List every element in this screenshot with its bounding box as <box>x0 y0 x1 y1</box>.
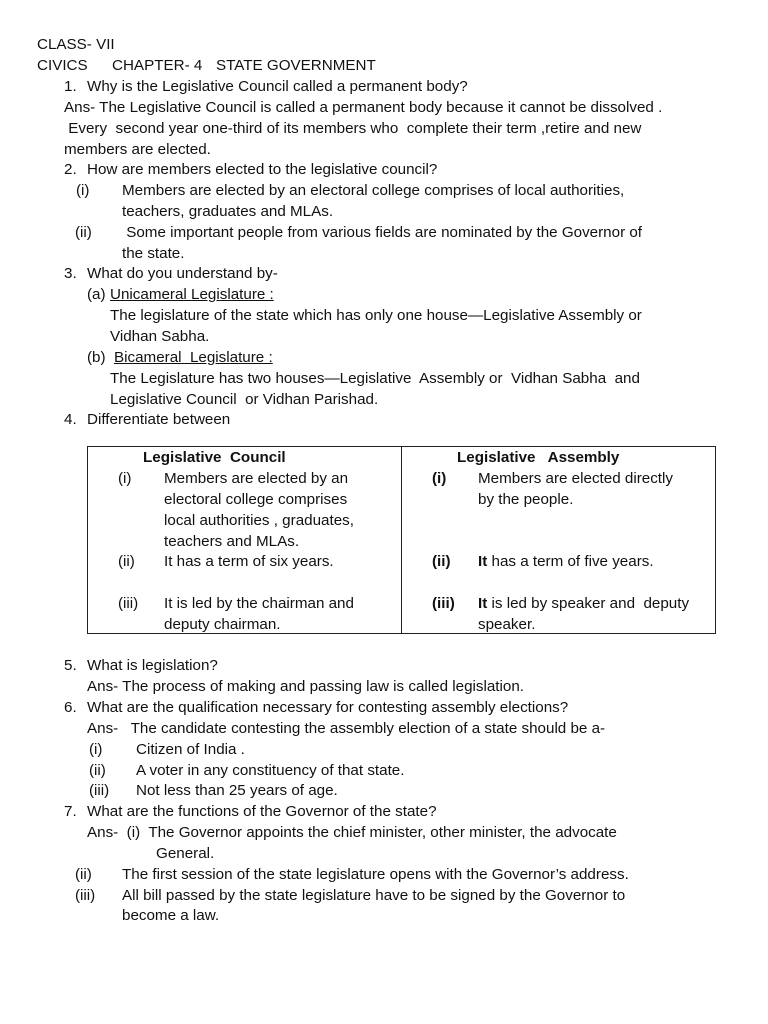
table-row-marker: (ii) <box>118 553 135 570</box>
q6-point-marker: (ii) <box>89 762 106 779</box>
q3a-definition: Vidhan Sabha. <box>110 328 210 345</box>
table-row-text: teachers and MLAs. <box>164 533 300 550</box>
legislative-assembly-column <box>402 447 716 634</box>
q2-point-marker: (i) <box>76 182 90 199</box>
q3a-term: Unicameral Legislature : <box>110 286 274 303</box>
q5-answer: Ans- The process of making and passing law is called legislation. <box>87 678 525 695</box>
q6-point-text: Not less than 25 years of age. <box>136 782 338 799</box>
q6-question: What are the qualification necessary for contesting assembly elections? <box>87 699 569 716</box>
q3-number: 3. <box>64 265 77 282</box>
q3b-term: Bicameral Legislature : <box>114 349 273 366</box>
q6-point-text: Citizen of India . <box>136 741 245 758</box>
q1-answer-line: Every second year one-third of its members who complete their term ,retire and new <box>64 120 642 137</box>
table-header-assembly: Legislative Assembly <box>457 449 620 466</box>
table-row-text: electoral college comprises <box>164 491 348 508</box>
q3-question: What do you understand by- <box>87 265 278 282</box>
table-row-marker: (i) <box>432 470 447 487</box>
q6-point-marker: (iii) <box>89 782 110 799</box>
table-row-text: speaker. <box>478 616 536 633</box>
q5-number: 5. <box>64 657 77 674</box>
q1-question: Why is the Legislative Council called a permanent body? <box>87 78 468 95</box>
table-row-text: by the people. <box>478 491 574 508</box>
q7-answer-continued: General. <box>156 845 215 862</box>
q6-point-text: A voter in any constituency of that state. <box>136 762 405 779</box>
q6-number: 6. <box>64 699 77 716</box>
q1-number: 1. <box>64 78 77 95</box>
q2-point-text: Some important people from various fields are nominated by the Governor of <box>122 224 643 241</box>
q5-question: What is legislation? <box>87 657 218 674</box>
q2-point-marker: (ii) <box>75 224 92 241</box>
table-row-marker: (ii) <box>432 553 451 570</box>
table-row-text: It has a term of six years. <box>164 553 334 570</box>
table-row-rest: has a term of five years. <box>487 553 654 570</box>
table-row-text: deputy chairman. <box>164 616 281 633</box>
q7-number: 7. <box>64 803 77 820</box>
table-row-text <box>478 552 654 572</box>
q1-answer-line: Ans- The Legislative Council is called a permanent body because it cannot be dissolved . <box>64 99 663 116</box>
q3b-marker: (b) <box>87 349 106 366</box>
q2-point-text: the state. <box>122 245 185 262</box>
comparison-table <box>87 446 716 634</box>
q3a-marker: (a) <box>87 286 106 303</box>
q7-point-text: The first session of the state legislature opens with the Governor’s address. <box>122 866 629 883</box>
q7-point-marker: (iii) <box>75 887 96 904</box>
subject-label: CIVICS <box>37 57 88 74</box>
table-row-text: Members are elected by an <box>164 470 349 487</box>
q2-question: How are members elected to the legislative council? <box>87 161 438 178</box>
table-row-text: local authorities , graduates, <box>164 512 354 529</box>
q7-point-text: All bill passed by the state legislature have to be signed by the Governor to <box>122 887 626 904</box>
q1-answer-line: members are elected. <box>64 141 211 158</box>
q3a-definition: The legislature of the state which has only one house—Legislative Assembly or <box>110 307 642 324</box>
table-row-lead: It <box>478 595 488 612</box>
q6-answer: Ans- The candidate contesting the assembly election of a state should be a- <box>87 720 606 737</box>
q2-number: 2. <box>64 161 77 178</box>
chapter-label: CHAPTER- 4 <box>112 57 203 74</box>
q2-point-text: teachers, graduates and MLAs. <box>122 203 334 220</box>
q4-number: 4. <box>64 411 77 428</box>
table-row-text <box>478 594 689 614</box>
q4-question: Differentiate between <box>87 411 231 428</box>
class-label: CLASS- VII <box>37 36 115 53</box>
table-row-marker: (i) <box>118 470 132 487</box>
q7-question: What are the functions of the Governor of the state? <box>87 803 437 820</box>
table-header-council: Legislative Council <box>143 449 286 466</box>
table-row-marker: (iii) <box>118 595 139 612</box>
table-row-text: Members are elected directly <box>478 470 673 487</box>
q7-answer: Ans- (i) The Governor appoints the chief minister, other minister, the advocate <box>87 824 617 841</box>
table-row-lead: It <box>478 553 488 570</box>
table-row-rest: is led by speaker and deputy <box>487 595 690 612</box>
q7-point-marker: (ii) <box>75 866 92 883</box>
q2-point-text: Members are elected by an electoral college comprises of local authorities, <box>122 182 625 199</box>
q3b-definition: The Legislature has two houses—Legislative Assembly or Vidhan Sabha and <box>110 370 640 387</box>
table-row-marker: (iii) <box>432 595 455 612</box>
q6-point-marker: (i) <box>89 741 103 758</box>
q7-point-text: become a law. <box>122 907 220 924</box>
chapter-title: STATE GOVERNMENT <box>216 57 376 74</box>
legislative-council-column <box>88 447 402 634</box>
table-row-text: It is led by the chairman and <box>164 595 354 612</box>
q3b-definition: Legislative Council or Vidhan Parishad. <box>110 391 379 408</box>
